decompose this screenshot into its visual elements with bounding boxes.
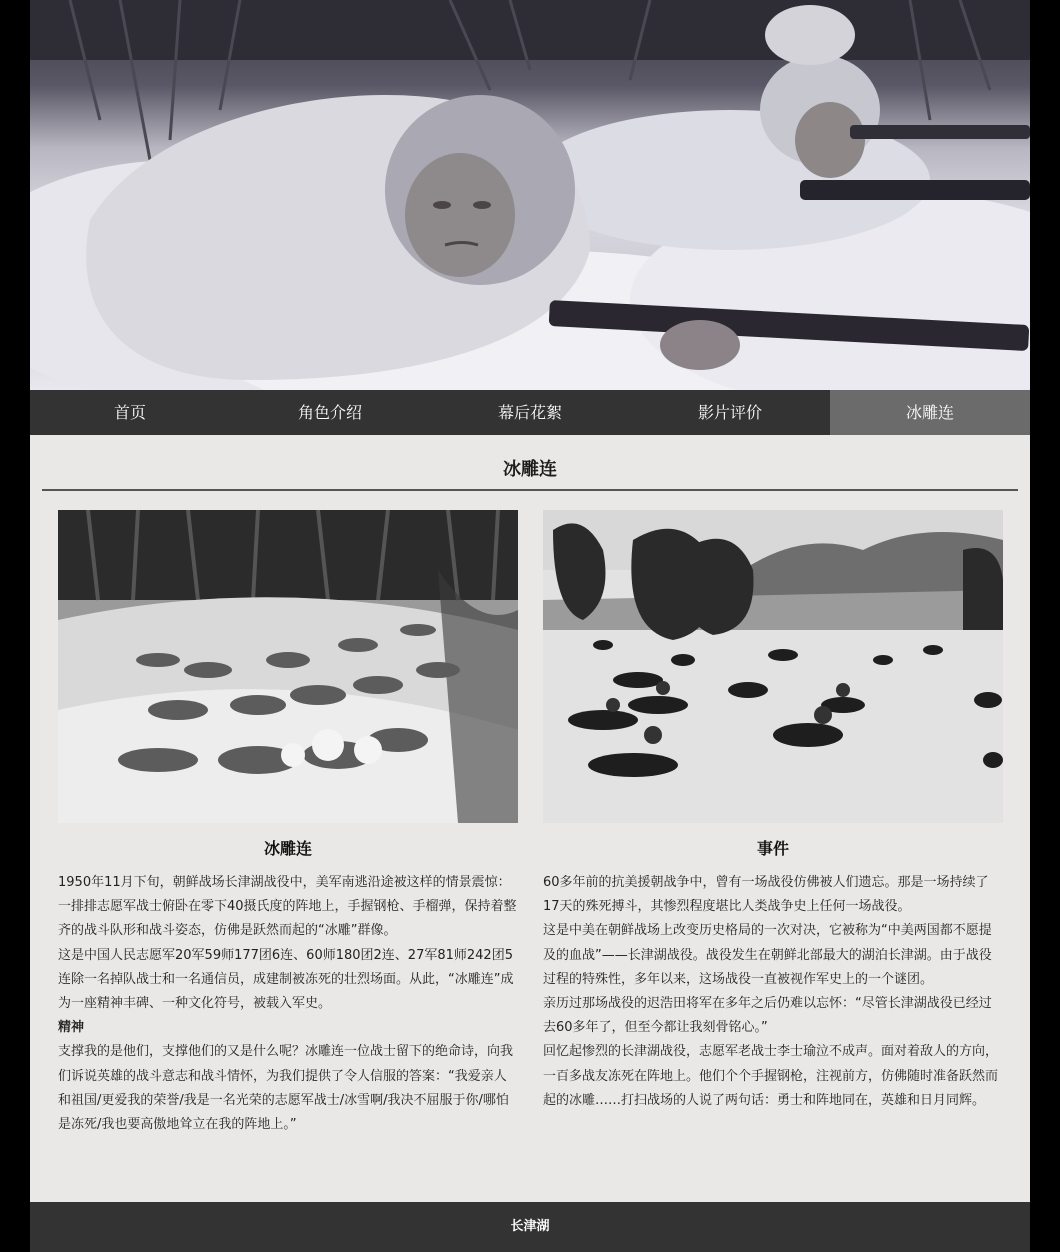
right-column-text [543, 871, 1003, 1113]
main-nav [30, 390, 1030, 435]
ice-sculpture-photo [58, 510, 518, 823]
paragraph: 这是中美在朝鲜战场上改变历史格局的一次对决，它被称为“中美两国都不愿提及的血战”——长津湖战役。战役发生在朝鲜北部最大的湖泊长津湖。由于战役过程的特殊性，多年以来，这场战役一直被视作军史上的一个谜团。 [543, 923, 992, 987]
hero-banner-image [30, 0, 1030, 390]
paragraph: 回忆起惨烈的长津湖战役，志愿军老战士李士瑜泣不成声。面对着敌人的方向，一百多战友冻死在阵地上。他们个个手握钢枪，注视前方，仿佛随时准备跃然而起的冰雕……打扫战场的人说了两句话：勇士和阵地同在，英雄和日月同辉。 [543, 1044, 999, 1108]
left-column [58, 510, 518, 1137]
section-title: 冰雕连 [42, 453, 1018, 491]
nav-item-behind-scenes[interactable]: 幕后花絮 [497, 403, 562, 422]
paragraph: 亲历过那场战役的迟浩田将军在多年之后仍难以忘怀：“尽管长津湖战役已经过去60多年了，但至今都让我刻骨铭心。” [543, 996, 992, 1036]
spirit-subtitle: 精神 [58, 1020, 85, 1036]
footer: 长津湖 [30, 1202, 1030, 1252]
nav-item-home[interactable]: 首页 [113, 403, 146, 422]
nav-item-reviews[interactable]: 影片评价 [697, 403, 762, 422]
right-column-title: 事件 [756, 839, 789, 858]
left-column-title: 冰雕连 [263, 839, 312, 858]
nav-item-characters[interactable]: 角色介绍 [297, 403, 362, 422]
battle-event-photo [543, 510, 1003, 823]
paragraph: 支撑我的是他们，支撑他们的又是什么呢？冰雕连一位战士留下的绝命诗，向我们诉说英雄的战斗意志和战斗情怀，为我们提供了令人信服的答案：“我爱亲人和祖国/更爱我的荣誉/我是一名光荣的志愿军战士/冰雪啊/我决不屈服于你/哪怕是冻死/我也要高傲地耸立在我的阵地上。” [58, 1044, 514, 1133]
left-column-text [58, 871, 518, 1137]
paragraph: 60多年前的抗美援朝战争中，曾有一场战役仿佛被人们遗忘。那是一场持续了17天的殊死搏斗，其惨烈程度堪比人类战争史上任何一场战役。 [543, 875, 989, 915]
nav-item-ice-sculpture-company[interactable]: 冰雕连 [830, 390, 1030, 435]
paragraph: 1950年11月下旬，朝鲜战场长津湖战役中，美军南逃沿途被这样的情景震惊：一排排志愿军战士俯卧在零下40摄氏度的阵地上，手握钢枪、手榴弹，保持着整齐的战斗队形和战斗姿态，仿佛是跃然而起的“冰雕”群像。 [58, 875, 517, 939]
page [30, 0, 1030, 1252]
right-column [543, 510, 1003, 1113]
paragraph: 这是中国人民志愿军20军59师177团6连、60师180团2连、27军81师242团5连除一名掉队战士和一名通信员，成建制被冻死的壮烈场面。从此，“冰雕连”成为一座精神丰碑、一种文化符号，被载入军史。 [58, 947, 514, 1012]
